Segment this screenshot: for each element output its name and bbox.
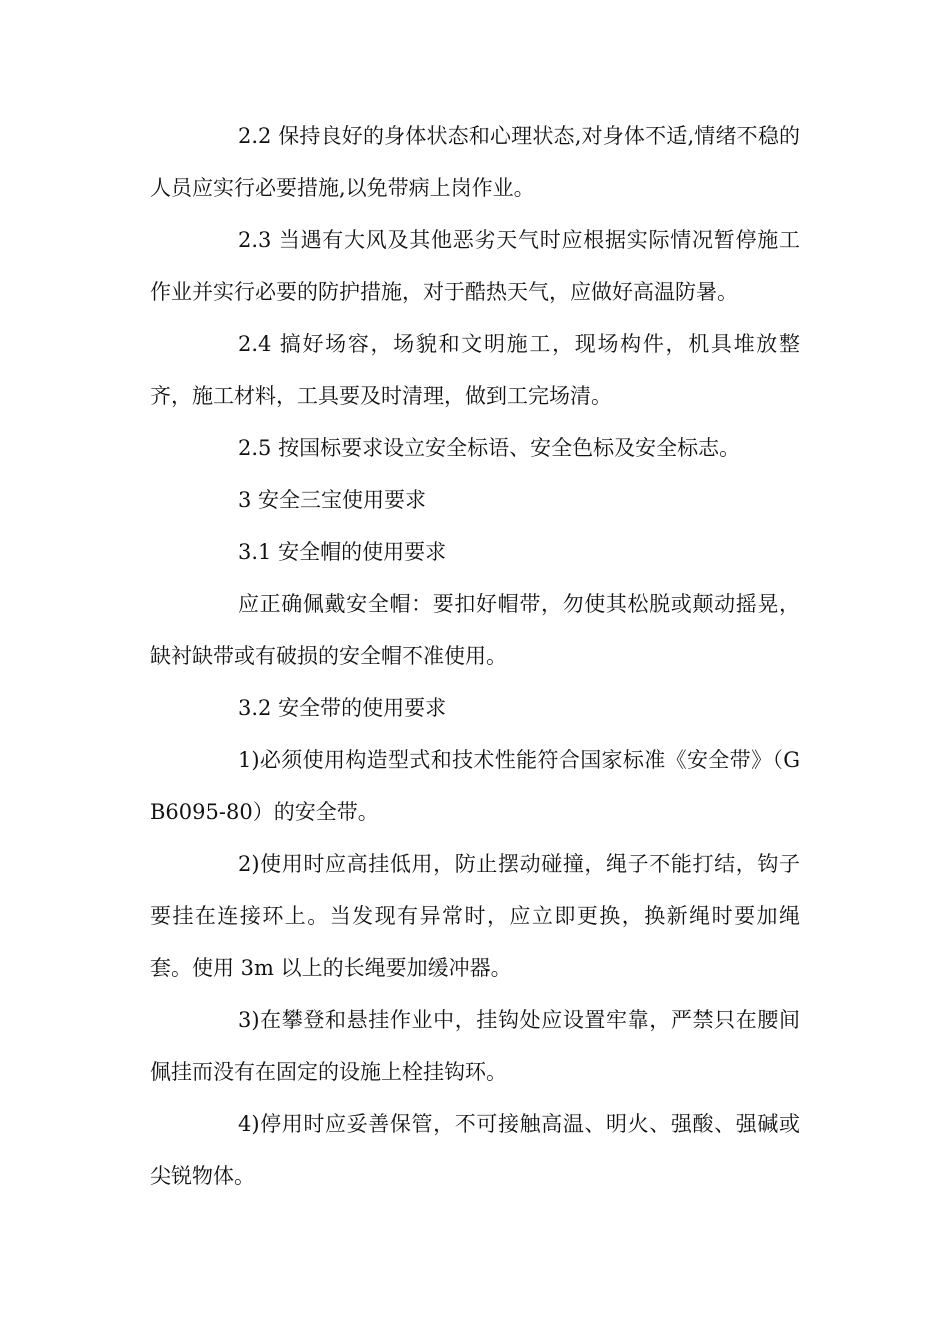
list-item-1: 1)必须使用构造型式和技术性能符合国家标准《安全带》（GB6095-80）的安全带。	[150, 748, 800, 824]
paragraph-2-2: 2.2 保持良好的身体状态和心理状态,对身体不适,情绪不稳的人员应实行必要措施,以免带病上岗作业。	[150, 124, 800, 200]
list-item-4: 4)停用时应妥善保管，不可接触高温、明火、强酸、强碱或尖锐物体。	[150, 1112, 800, 1188]
paragraph-2-4: 2.4 搞好场容，场貌和文明施工，现场构件，机具堆放整齐，施工材料，工具要及时清理，做到工完场清。	[150, 332, 800, 408]
list-item-3: 3)在攀登和悬挂作业中，挂钩处应设置牢靠，严禁只在腰间佩挂而没有在固定的设施上栓挂钩环。	[150, 1008, 800, 1084]
list-item-2: 2)使用时应高挂低用，防止摆动碰撞，绳子不能打结，钩子要挂在连接环上。当发现有异常时，应立即更换，换新绳时要加绳套。使用 3m 以上的长绳要加缓冲器。	[150, 852, 800, 980]
section-heading-3: 3 安全三宝使用要求	[238, 488, 427, 512]
paragraph-2-5: 2.5 按国标要求设立安全标语、安全色标及安全标志。	[238, 436, 741, 460]
paragraph-helmet-usage: 应正确佩戴安全帽：要扣好帽带，勿使其松脱或颠动摇晃，缺衬缺带或有破损的安全帽不准使用。	[150, 592, 800, 668]
paragraph-2-3: 2.3 当遇有大风及其他恶劣天气时应根据实际情况暂停施工作业并实行必要的防护措施，对于酷热天气，应做好高温防暑。	[150, 228, 800, 304]
section-heading-3-2: 3.2 安全带的使用要求	[238, 696, 447, 720]
document-body	[150, 110, 800, 1202]
section-heading-3-1: 3.1 安全帽的使用要求	[238, 540, 447, 564]
